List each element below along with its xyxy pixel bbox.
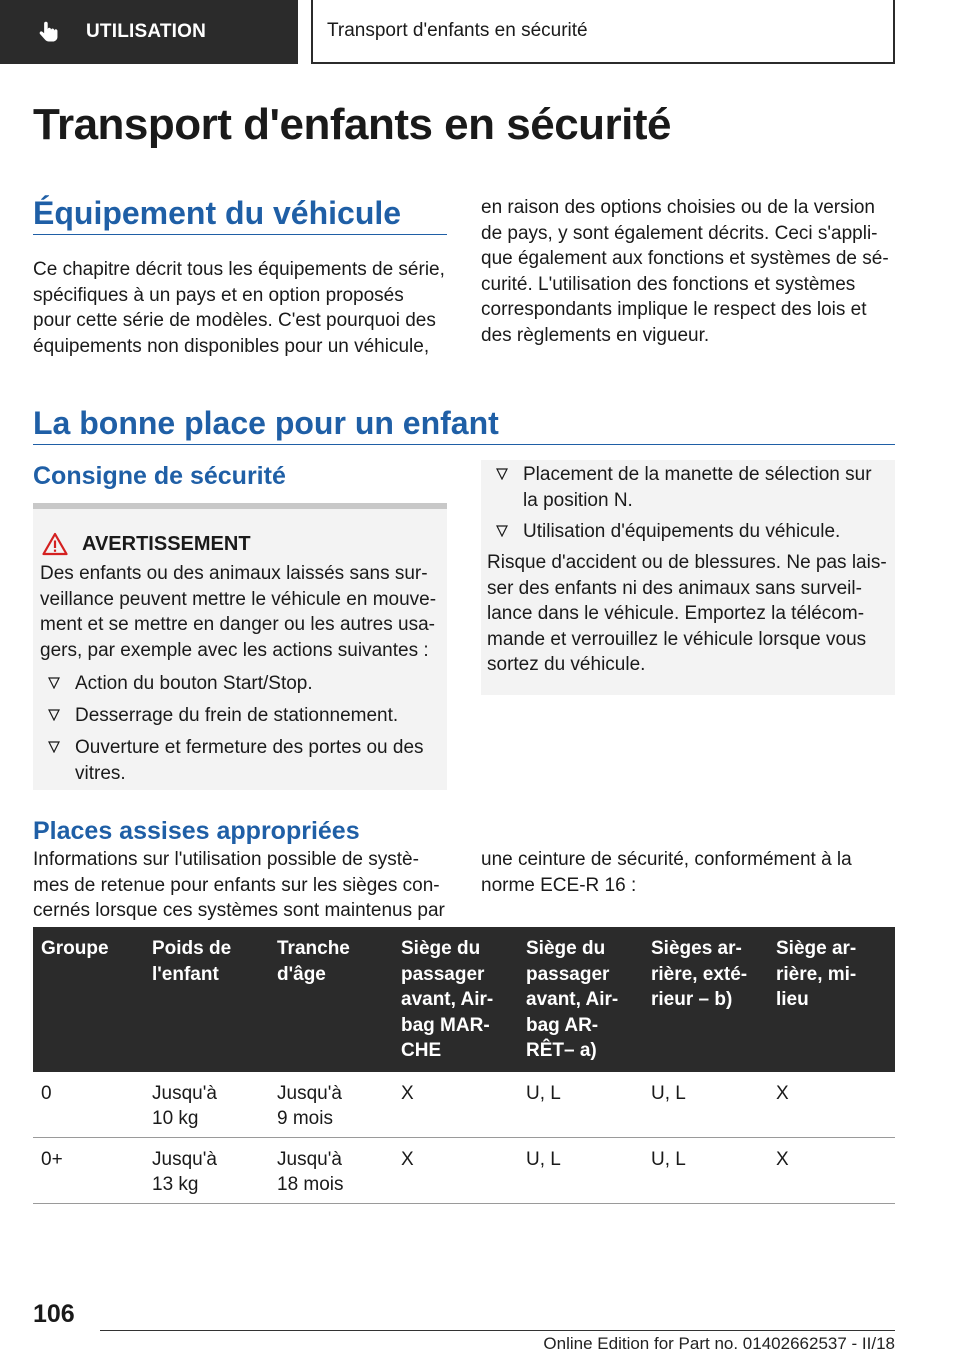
table-header-row <box>33 927 895 1072</box>
heading-rule <box>33 234 447 235</box>
equipement-text-col2: en raison des options choisies ou de la version de pays, y sont également décrits. Ceci s'appli- que également aux fonctions et systèmes de sé- curité. L'utilisation des fonctions et systèmes correspondants implique le respect des lois et des règlements en vigueur. <box>481 197 889 346</box>
places-text-col2: une ceinture de sécurité, conformément à la norme ECE-R 16 : <box>481 849 852 896</box>
table-row <box>33 1137 895 1203</box>
warning-triangle-icon <box>42 532 68 556</box>
table-cell: U, L <box>643 1137 768 1203</box>
table-cell: X <box>768 1072 895 1138</box>
triangle-bullet-icon <box>48 741 60 753</box>
heading-places: Places assises appropriées <box>33 817 360 845</box>
warning-intro: Des enfants ou des animaux laissés sans sur- veillance peuvent mettre le véhicule en mouve- ment et se mettre en danger ou les autres usa- gers, par exemple avec les actions suivantes : <box>40 563 437 661</box>
table-cell: X <box>768 1137 895 1203</box>
table-cell: Jusqu'à 18 mois <box>269 1137 393 1203</box>
triangle-bullet-icon <box>48 709 60 721</box>
column-header: Groupe <box>33 927 144 1072</box>
equipement-text-col1: Ce chapitre décrit tous les équipements de série, spécifiques à un pays et en option proposés pour cette série de modèles. C'est pourquoi des équipements non disponibles pour un véhicule, <box>33 259 445 357</box>
triangle-bullet-icon <box>496 525 508 537</box>
breadcrumb: Transport d'enfants en sécurité <box>311 0 895 64</box>
table-cell: U, L <box>643 1072 768 1138</box>
heading-consigne: Consigne de sécurité <box>33 462 286 490</box>
column-header: Sièges ar- rière, exté- rieur – b) <box>643 927 768 1072</box>
triangle-bullet-icon <box>496 468 508 480</box>
warning-bullet: Utilisation d'équipements du véhicule. <box>496 519 840 545</box>
table-cell: Jusqu'à 13 kg <box>144 1137 269 1203</box>
table-cell: Jusqu'à 9 mois <box>269 1072 393 1138</box>
page-number: 106 <box>33 1300 75 1328</box>
table-cell: U, L <box>518 1137 643 1203</box>
table-cell: 0 <box>33 1072 144 1138</box>
warning-label: AVERTISSEMENT <box>82 532 251 555</box>
page-title: Transport d'enfants en sécurité <box>33 100 672 149</box>
section-tab <box>0 0 298 64</box>
column-header: Siège du passager avant, Air- bag MAR- CHE <box>393 927 518 1072</box>
warning-bullet: Placement de la manette de sélection sur la position N. <box>496 462 872 513</box>
column-header: Poids de l'enfant <box>144 927 269 1072</box>
warning-bullet: Desserrage du frein de stationnement. <box>48 703 398 729</box>
footer-rule <box>100 1330 895 1331</box>
places-text-col1: Informations sur l'utilisation possible de systè- mes de retenue pour enfants sur les sièges con- cernés lorsque ces systèmes sont maintenus par <box>33 849 445 921</box>
edition-text: Online Edition for Part no. 01402662537 - II/18 <box>543 1334 895 1353</box>
warning-bullet: Ouverture et fermeture des portes ou des vitres. <box>48 735 424 786</box>
table-cell: U, L <box>518 1072 643 1138</box>
table-row <box>33 1072 895 1138</box>
column-header: Tranche d'âge <box>269 927 393 1072</box>
hand-pointer-icon <box>36 19 62 45</box>
warning-header <box>42 532 251 556</box>
triangle-bullet-icon <box>48 677 60 689</box>
table-cell: X <box>393 1072 518 1138</box>
section-label: UTILISATION <box>86 21 207 42</box>
warning-bullet: Action du bouton Start/Stop. <box>48 671 313 697</box>
heading-rule <box>33 444 895 445</box>
column-header: Siège du passager avant, Air- bag AR- RÊT– a) <box>518 927 643 1072</box>
table-cell: 0+ <box>33 1137 144 1203</box>
heading-equipement: Équipement du véhicule <box>33 195 402 231</box>
table-cell: X <box>393 1137 518 1203</box>
warning-conclusion: Risque d'accident ou de blessures. Ne pas lais- ser des enfants ni des animaux sans surveil- lance dans le véhicule. Emportez la télécom- mande et verrouillez le véhicule lorsque vous sortez du véhicule. <box>487 552 887 675</box>
seats-table <box>33 927 895 1204</box>
heading-bonne-place: La bonne place pour un enfant <box>33 405 499 441</box>
table-cell: Jusqu'à 10 kg <box>144 1072 269 1138</box>
column-header: Siège ar- rière, mi- lieu <box>768 927 895 1072</box>
